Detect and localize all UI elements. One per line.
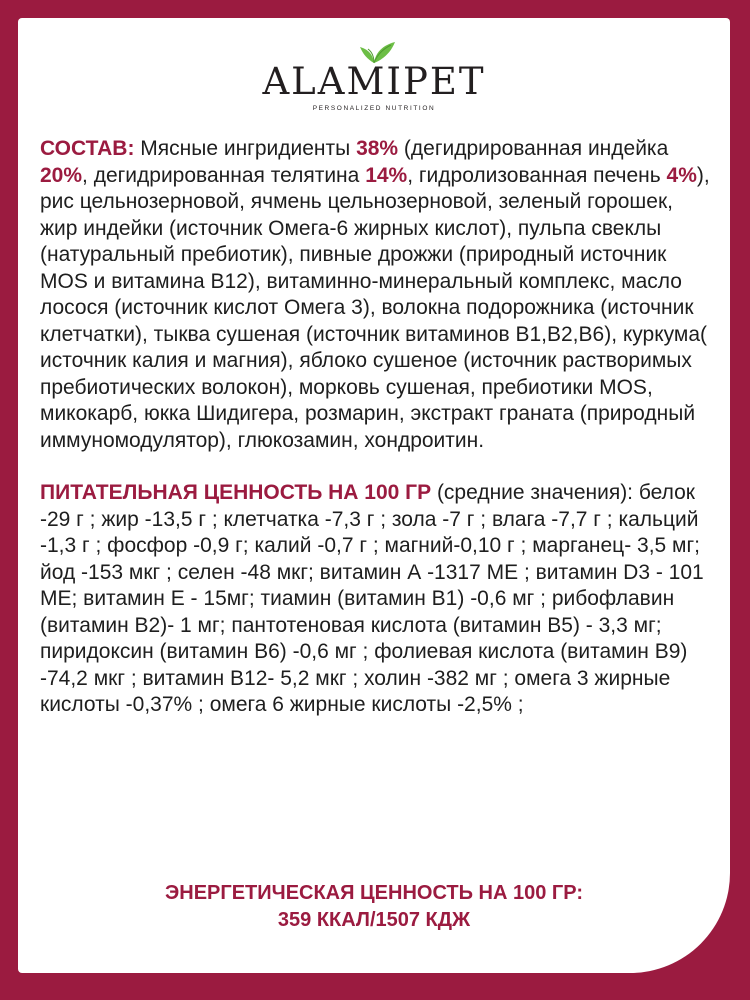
composition-text: (дегидрированная индейка — [398, 137, 669, 160]
composition-paragraph — [40, 136, 716, 454]
nutrition-title: ПИТАТЕЛЬНАЯ ЦЕННОСТЬ НА 100 ГР — [40, 481, 432, 504]
composition-text: Мясные ингридиенты — [134, 137, 357, 160]
nutrition-paragraph — [40, 480, 716, 719]
energy-amount: 359 ККАЛ/1507 КДЖ — [277, 909, 471, 931]
composition-text: ), рис цельнозерновой, ячмень цельнозерновой, зеленый горошек, жир индейки (источник Омега-6 жирных кислот), пульпа свеклы (натуральный пребиотик), пивные дрожжи (природный источник MOS и витамина В12), витаминно-минеральный комплекс, масло лосося (источник кислот Омега 3), волокна подорожника (источник клетчатки), тыква сушеная (источник витаминов В1,В2,В6), куркума( источник калия и магния), яблоко сушеное (источник растворимых пребиотических волокон), морковь сушеная, пребиотики MOS, микокарб, юкка Шидигера, розмарин, экстракт граната (природный иммуномодулятор), глюкозамин, хондроитин. — [40, 163, 710, 452]
content-card — [18, 18, 730, 973]
nutrition-text: белок -29 г ; жир -13,5 г ; клетчатка -7,3 г ; зола -7 г ; влага -7,7 г ; кальций -1,3 г ; фосфор -0,9 г; калий -0,7 г ; магний-0,10 г ; марганец- 3,5 мг; йод -153 мкг ; селен -48 мкг; витамин А -1317 МЕ ; витамин D3 - 101 МЕ; витамин Е - 15мг; тиамин (витамин В1) -0,6 мг ; рибофлавин (витамин В2)- 1 мг; пантотеновая кислота (витамин В5) - 3,3 мг; пиридоксин (витамин В6) -0,6 мг ; фолиевая кислота (витамин В9) -74,2 мкг ; витамин В12- 5,2 мкг ; холин -382 мг ; омега 3 жирные кислоты -0,37% ; омега 6 жирные кислоты -2,5% ; — [40, 481, 704, 716]
percent-turkey: 20% — [40, 163, 83, 187]
percent-meat: 38% — [356, 137, 399, 160]
brand-logo — [18, 40, 730, 112]
energy-title: ЭНЕРГЕТИЧЕСКАЯ ЦЕННОСТЬ НА 100 ГР: — [165, 882, 583, 904]
composition-text: , гидролизованная печень — [407, 163, 667, 187]
composition-text: , дегидрированная телятина — [82, 163, 366, 187]
percent-liver: 4% — [666, 163, 697, 187]
energy-value — [18, 880, 730, 934]
composition-label: СОСТАВ: — [40, 137, 135, 160]
product-info — [40, 136, 716, 719]
nutrition-subtitle: (средние значения): — [431, 481, 634, 504]
brand-name: ALAMIPET — [262, 60, 486, 103]
brand-tagline: PERSONALIZED NUTRITION — [312, 105, 436, 112]
percent-veal: 14% — [365, 163, 408, 187]
